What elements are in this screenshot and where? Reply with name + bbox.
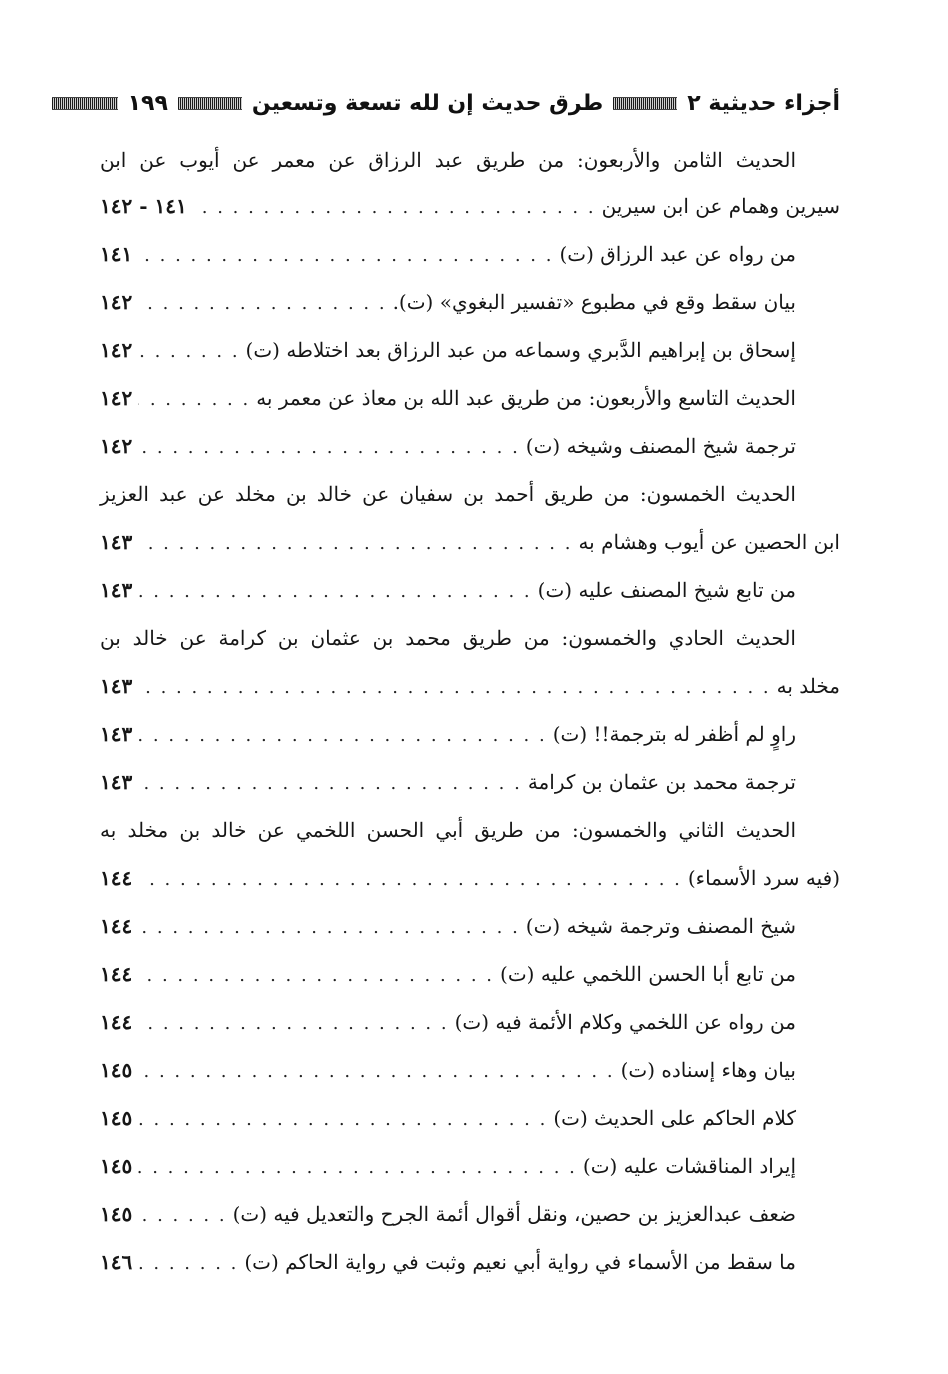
toc-entry: [100, 614, 840, 710]
toc-entry-title: كلام الحاكم على الحديث (ت): [553, 1106, 796, 1130]
toc-entry-row: [100, 1046, 840, 1094]
toc-entry-title: الحديث التاسع والأربعون: من طريق عبد الله بن معاذ عن معمر به: [256, 386, 796, 410]
toc-page-number: ١٤٥: [100, 1106, 133, 1130]
toc-entry-row: [100, 1190, 840, 1238]
toc-entry: [100, 138, 840, 230]
dot-leader: [138, 1192, 226, 1240]
toc-entry: [100, 950, 840, 998]
dot-leader: [138, 904, 520, 952]
toc-entry: [100, 806, 840, 902]
header-chapter-title: طرق حديث إن لله تسعة وتسعين: [251, 90, 604, 116]
toc-page-number: ١٤٢: [100, 386, 133, 410]
toc-entry-continuation: (فيه سرد الأسماء): [687, 866, 840, 890]
dot-leader: [138, 952, 494, 1000]
toc-page-number: ١٤٤: [100, 1010, 133, 1034]
dot-leader: [138, 856, 682, 904]
toc-entry-continuation: ابن الحصين عن أيوب وهشام به: [578, 530, 840, 554]
dot-leader: [193, 184, 596, 232]
toc-page-number: ١٤١: [100, 242, 133, 266]
header-ornament-bar: [178, 97, 242, 110]
toc-entry-row: [100, 422, 840, 470]
toc-entry-title: ضعف عبدالعزيز بن حصين، ونقل أقوال أئمة الجرح والتعديل فيه (ت): [232, 1202, 796, 1226]
dot-leader: [138, 520, 572, 568]
toc-entry-row: [100, 950, 840, 998]
toc-page-number: ١٤٣: [100, 530, 133, 554]
toc-page-number: ١٤٥: [100, 1202, 133, 1226]
toc-entry: [100, 422, 840, 470]
toc-entry-row: [100, 182, 840, 230]
toc-entry-row: [100, 1094, 840, 1142]
toc-page-number: ١٤٤: [100, 866, 133, 890]
toc-page-number: ١٤٦: [100, 1250, 133, 1274]
toc-entry-continuation: سيرين وهمام عن ابن سيرين: [601, 194, 840, 218]
toc-entry-row: [100, 278, 840, 326]
toc-entry: [100, 1094, 840, 1142]
header-book-title: أجزاء حديثية ٢: [687, 90, 840, 116]
toc-entry-row: [100, 998, 840, 1046]
toc-entry-title: بيان وهاء إسناده (ت): [620, 1058, 796, 1082]
toc-entry: [100, 1190, 840, 1238]
toc-entry-title: من تابع أبا الحسن اللخمي عليه (ت): [500, 962, 796, 986]
toc-entry-row: [100, 326, 840, 374]
toc-entry-row: [100, 758, 840, 806]
toc-page-number: ١٤٢: [100, 434, 133, 458]
toc-page-number: ١٤٤: [100, 914, 133, 938]
dot-leader: [138, 376, 250, 424]
toc-entry-title: من تابع شيخ المصنف عليه (ت): [537, 578, 796, 602]
toc-page-number: ١٤٣: [100, 722, 133, 746]
toc-entry: [100, 326, 840, 374]
toc-entry: [100, 1046, 840, 1094]
toc-entry-title: بيان سقط وقع في مطبوع «تفسير البغوي» (ت).: [392, 290, 796, 314]
dot-leader: [138, 1240, 238, 1288]
toc-entry-row: [100, 518, 840, 566]
toc-entry-row: [100, 1238, 840, 1286]
toc-entry-row: [100, 1142, 840, 1190]
dot-leader: [138, 760, 522, 808]
toc-entry-title: إسحاق بن إبراهيم الدَّبري وسماعه من عبد الرزاق بعد اختلاطه (ت): [245, 338, 796, 362]
header-ornament-bar: [613, 97, 677, 110]
toc-entry: [100, 230, 840, 278]
dot-leader: [138, 1048, 614, 1096]
dot-leader: [138, 664, 770, 712]
toc-entry-title: الحديث الثاني والخمسون: من طريق أبي الحسن اللخمي عن خالد بن مخلد به: [100, 818, 796, 842]
toc-page-number: ١٤١ - ١٤٢: [100, 194, 187, 218]
toc-page-number: ١٤٢: [100, 338, 133, 362]
toc-entry: [100, 902, 840, 950]
dot-leader: [138, 280, 386, 328]
toc-entry-title: الحديث الثامن والأربعون: من طريق عبد الرزاق عن معمر عن أيوب عن ابن: [100, 148, 796, 172]
toc-page-number: ١٤٢: [100, 290, 133, 314]
dot-leader: [138, 1096, 547, 1144]
dot-leader: [138, 328, 239, 376]
header-page-number: ١٩٩: [127, 90, 168, 116]
toc-entry: [100, 998, 840, 1046]
dot-leader: [138, 568, 531, 616]
toc-entry-row: [100, 566, 840, 614]
dot-leader: [138, 712, 546, 760]
toc-entry-row: [100, 854, 840, 902]
toc-entry-title: ما سقط من الأسماء في رواية أبي نعيم وثبت في رواية الحاكم (ت): [244, 1250, 796, 1274]
toc-entry-row: [100, 230, 840, 278]
toc-page-number: ١٤٣: [100, 674, 133, 698]
toc-entry: [100, 758, 840, 806]
toc-page-number: ١٤٣: [100, 770, 133, 794]
table-of-contents: [100, 138, 840, 1286]
toc-entry: [100, 470, 840, 566]
toc-entry: [100, 374, 840, 422]
toc-entry-row: [100, 662, 840, 710]
toc-entry: [100, 1238, 840, 1286]
toc-entry-row: [100, 902, 840, 950]
dot-leader: [138, 1000, 448, 1048]
toc-entry-title: من رواه عن اللخمي وكلام الأئمة فيه (ت): [454, 1010, 796, 1034]
dot-leader: [138, 1144, 577, 1192]
toc-entry: [100, 1142, 840, 1190]
toc-entry-title: الحديث الخمسون: من طريق أحمد بن سفيان عن خالد بن مخلد عن عبد العزيز: [100, 482, 796, 506]
toc-entry: [100, 566, 840, 614]
toc-entry-title: ترجمة محمد بن عثمان بن كرامة: [527, 770, 796, 794]
toc-entry-row: [100, 374, 840, 422]
toc-entry-title: شيخ المصنف وترجمة شيخه (ت): [525, 914, 796, 938]
toc-entry-title: إيراد المناقشات عليه (ت): [582, 1154, 796, 1178]
dot-leader: [138, 232, 553, 280]
toc-page-number: ١٤٤: [100, 962, 133, 986]
toc-entry-continuation: مخلد به: [776, 674, 840, 698]
header-ornament-bar: [52, 97, 118, 110]
toc-entry: [100, 278, 840, 326]
toc-page-number: ١٤٥: [100, 1058, 133, 1082]
toc-entry-title: من رواه عن عبد الرزاق (ت): [559, 242, 796, 266]
toc-entry-row: [100, 710, 840, 758]
toc-entry-title: الحديث الحادي والخمسون: من طريق محمد بن عثمان بن كرامة عن خالد بن: [100, 626, 796, 650]
toc-entry: [100, 710, 840, 758]
toc-entry-title: راوٍ لم أظفر له بترجمة!! (ت): [552, 722, 796, 746]
running-header: [100, 80, 840, 126]
dot-leader: [138, 424, 520, 472]
toc-page-number: ١٤٣: [100, 578, 133, 602]
toc-entry-title: ترجمة شيخ المصنف وشيخه (ت): [525, 434, 796, 458]
toc-page-number: ١٤٥: [100, 1154, 133, 1178]
